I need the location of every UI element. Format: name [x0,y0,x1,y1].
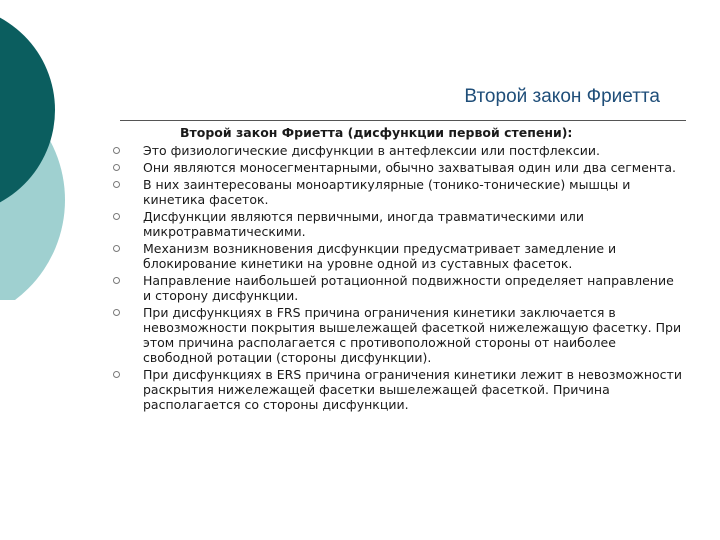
list-item-text: Это физиологические дисфункции в антефлексии или постфлексии. [143,143,601,158]
slide-content [110,125,685,412]
decorative-circles [0,0,110,300]
list-item [110,160,685,175]
list-item-text: При дисфункциях в ERS причина ограничения кинетики лежит в невозможности раскрытия нижележащей фасетки вышележащей фасеткой. Причина располагается со стороны дисфункции. [143,367,682,412]
list-item [110,367,685,412]
list-item-text: Механизм возникновения дисфункции предусматривает замедление и блокирование кинетики на уровне одной из суставных фасеток. [143,241,617,271]
slide-title: Второй закон Фриетта [464,86,660,107]
title-divider [120,120,686,121]
bullet-circle-icon [113,245,120,252]
list-item-text: Дисфункции являются первичными, иногда травматическими или микротравматическими. [143,209,584,239]
list-item-text: В них заинтересованы моноартикулярные (тонико-тонические) мышцы и кинетика фасеток. [143,177,631,207]
bullet-circle-icon [113,164,120,171]
list-item [110,143,685,158]
bullet-list [110,143,685,412]
bullet-circle-icon [113,371,120,378]
list-item [110,241,685,271]
list-item-text: Направление наибольшей ротационной подвижности определяет направление и сторону дисфункции. [143,273,674,303]
list-item [110,273,685,303]
bullet-circle-icon [113,213,120,220]
list-item [110,305,685,365]
slide-subtitle: Второй закон Фриетта (дисфункции первой степени): [180,125,573,140]
bullet-circle-icon [113,181,120,188]
list-item-text: При дисфункциях в FRS причина ограничения кинетики заключается в невозможности покрытия вышележащей фасеткой нижележащую фасетку. При этом причина располагается с противоположной стороны от наиболее свободной ротации (стороны дисфункции). [143,305,682,365]
list-item [110,177,685,207]
list-item-text: Они являются моносегментарными, обычно захватывая один или два сегмента. [143,160,676,175]
list-item [110,209,685,239]
bullet-circle-icon [113,277,120,284]
bullet-circle-icon [113,147,120,154]
bullet-circle-icon [113,309,120,316]
